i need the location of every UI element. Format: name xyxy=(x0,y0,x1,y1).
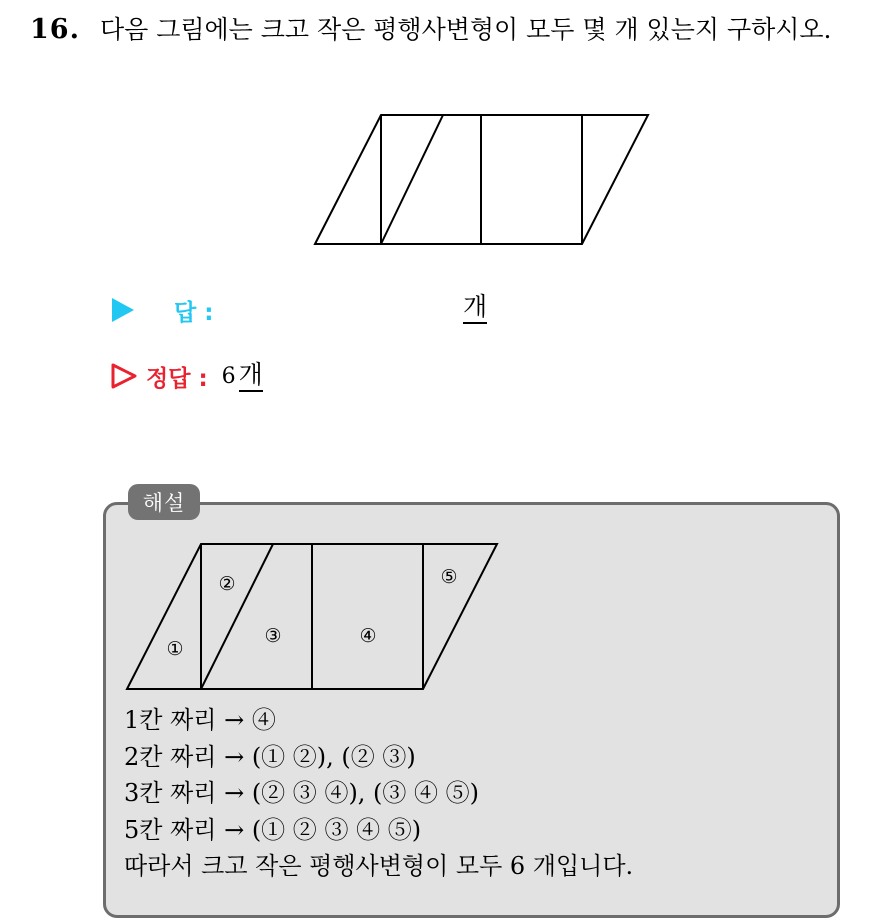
solution-line-5: 따라서 크고 작은 평행사변형이 모두 6 개입니다. xyxy=(124,852,634,880)
region-label-5: ⑤ xyxy=(440,566,458,588)
solution-text xyxy=(124,702,824,885)
region-label-4: ④ xyxy=(359,625,377,647)
answer-label: 답 : xyxy=(174,300,214,326)
answer-unit: 개 xyxy=(463,292,487,324)
solution-line-4: 5칸 짜리 → (① ② ③ ④ ⑤) xyxy=(124,815,422,844)
region-label-3: ③ xyxy=(264,625,282,647)
solution-line-1: 1칸 짜리 → ④ xyxy=(124,706,276,734)
region-label-2: ② xyxy=(218,573,236,595)
correct-answer-row xyxy=(110,356,263,396)
question-number: 16. xyxy=(30,14,80,45)
correct-answer-label: 정답 : xyxy=(146,365,208,392)
solution-parallelogram-figure xyxy=(124,541,504,693)
answer-row xyxy=(110,292,530,332)
question-text: 다음 그림에는 크고 작은 평행사변형이 모두 몇 개 있는지 구하시오. xyxy=(99,15,832,44)
play-triangle-icon xyxy=(110,296,136,324)
solution-tab: 해설 xyxy=(128,484,200,520)
solution-divider-2 xyxy=(201,544,273,689)
question-header xyxy=(30,10,832,46)
parallelogram-figure xyxy=(312,112,652,248)
solution-line-2: 2칸 짜리 → (① ②), (② ③) xyxy=(124,742,416,771)
outline-triangle-icon xyxy=(110,362,138,390)
solution-line-3: 3칸 짜리 → (② ③ ④), (③ ④ ⑤) xyxy=(124,779,480,807)
region-label-1: ① xyxy=(166,638,184,660)
divider-line-2 xyxy=(381,115,443,244)
correct-answer-value: 6 xyxy=(221,363,236,389)
correct-answer-unit: 개 xyxy=(239,360,263,392)
